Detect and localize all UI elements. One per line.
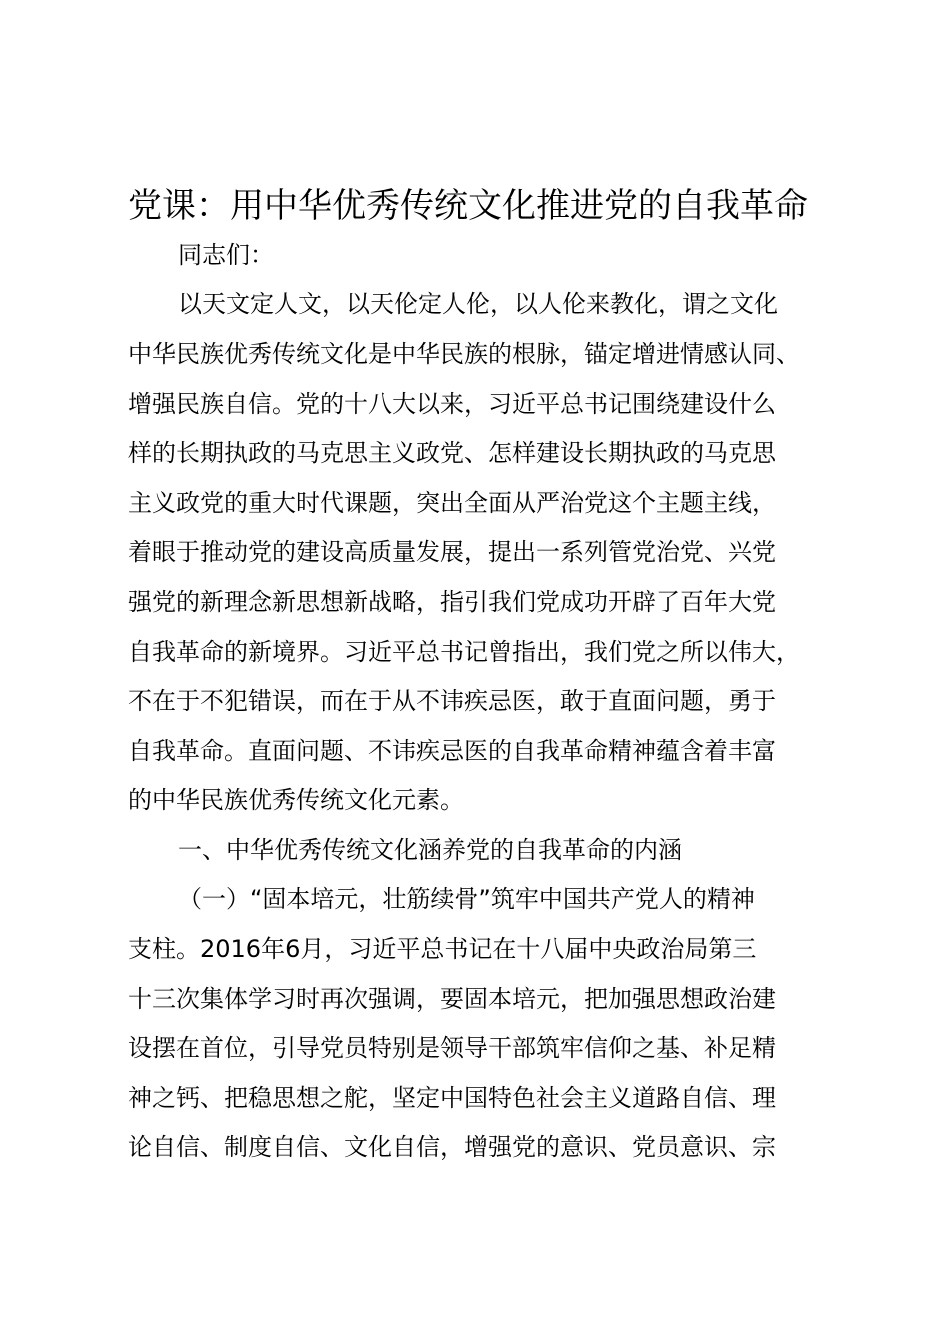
body-line: 增强民族自信。党的十八大以来，习近平总书记围绕建设什么 <box>128 390 776 418</box>
body-line: 强党的新理念新思想新战略，指引我们党成功开辟了百年大党 <box>128 588 776 616</box>
body-line: 的中华民族优秀传统文化元素。 <box>128 786 464 814</box>
body-line: 中华民族优秀传统文化是中华民族的根脉，锚定增进情感认同、 <box>128 340 800 368</box>
body-line: （一）“固本培元，壮筋续骨”筑牢中国共产党人的精神 <box>178 885 755 913</box>
body-line: 以天文定人文，以天伦定人伦，以人伦来教化，谓之文化 <box>178 290 778 318</box>
body-line: 不在于不犯错误，而在于从不讳疾忌医，敢于直面问题，勇于 <box>128 687 776 715</box>
body-line: 自我革命。直面问题、不讳疾忌医的自我革命精神蕴含着丰富 <box>128 737 776 765</box>
body-line: 神之钙、把稳思想之舵，坚定中国特色社会主义道路自信、理 <box>128 1084 776 1112</box>
document-title: 党课：用中华优秀传统文化推进党的自我革命 <box>128 186 808 226</box>
body-line: 样的长期执政的马克思主义政党、怎样建设长期执政的马克思 <box>128 439 776 467</box>
body-line: 十三次集体学习时再次强调，要固本培元，把加强思想政治建 <box>128 985 776 1013</box>
body-line: 支柱。2016年6月，习近平总书记在十八届中央政治局第三 <box>128 935 757 963</box>
section-heading: 一、中华优秀传统文化涵养党的自我革命的内涵 <box>178 836 682 864</box>
body-line: 设摆在首位，引导党员特别是领导干部筑牢信仰之基、补足精 <box>128 1034 776 1062</box>
body-line: 主义政党的重大时代课题，突出全面从严治党这个主题主线， <box>128 489 776 517</box>
body-line: 自我革命的新境界。习近平总书记曾指出，我们党之所以伟大， <box>128 638 800 666</box>
body-line: 论自信、制度自信、文化自信，增强党的意识、党员意识、宗 <box>128 1133 776 1161</box>
salutation: 同志们： <box>178 241 274 269</box>
body-line: 着眼于推动党的建设高质量发展，提出一系列管党治党、兴党 <box>128 538 776 566</box>
